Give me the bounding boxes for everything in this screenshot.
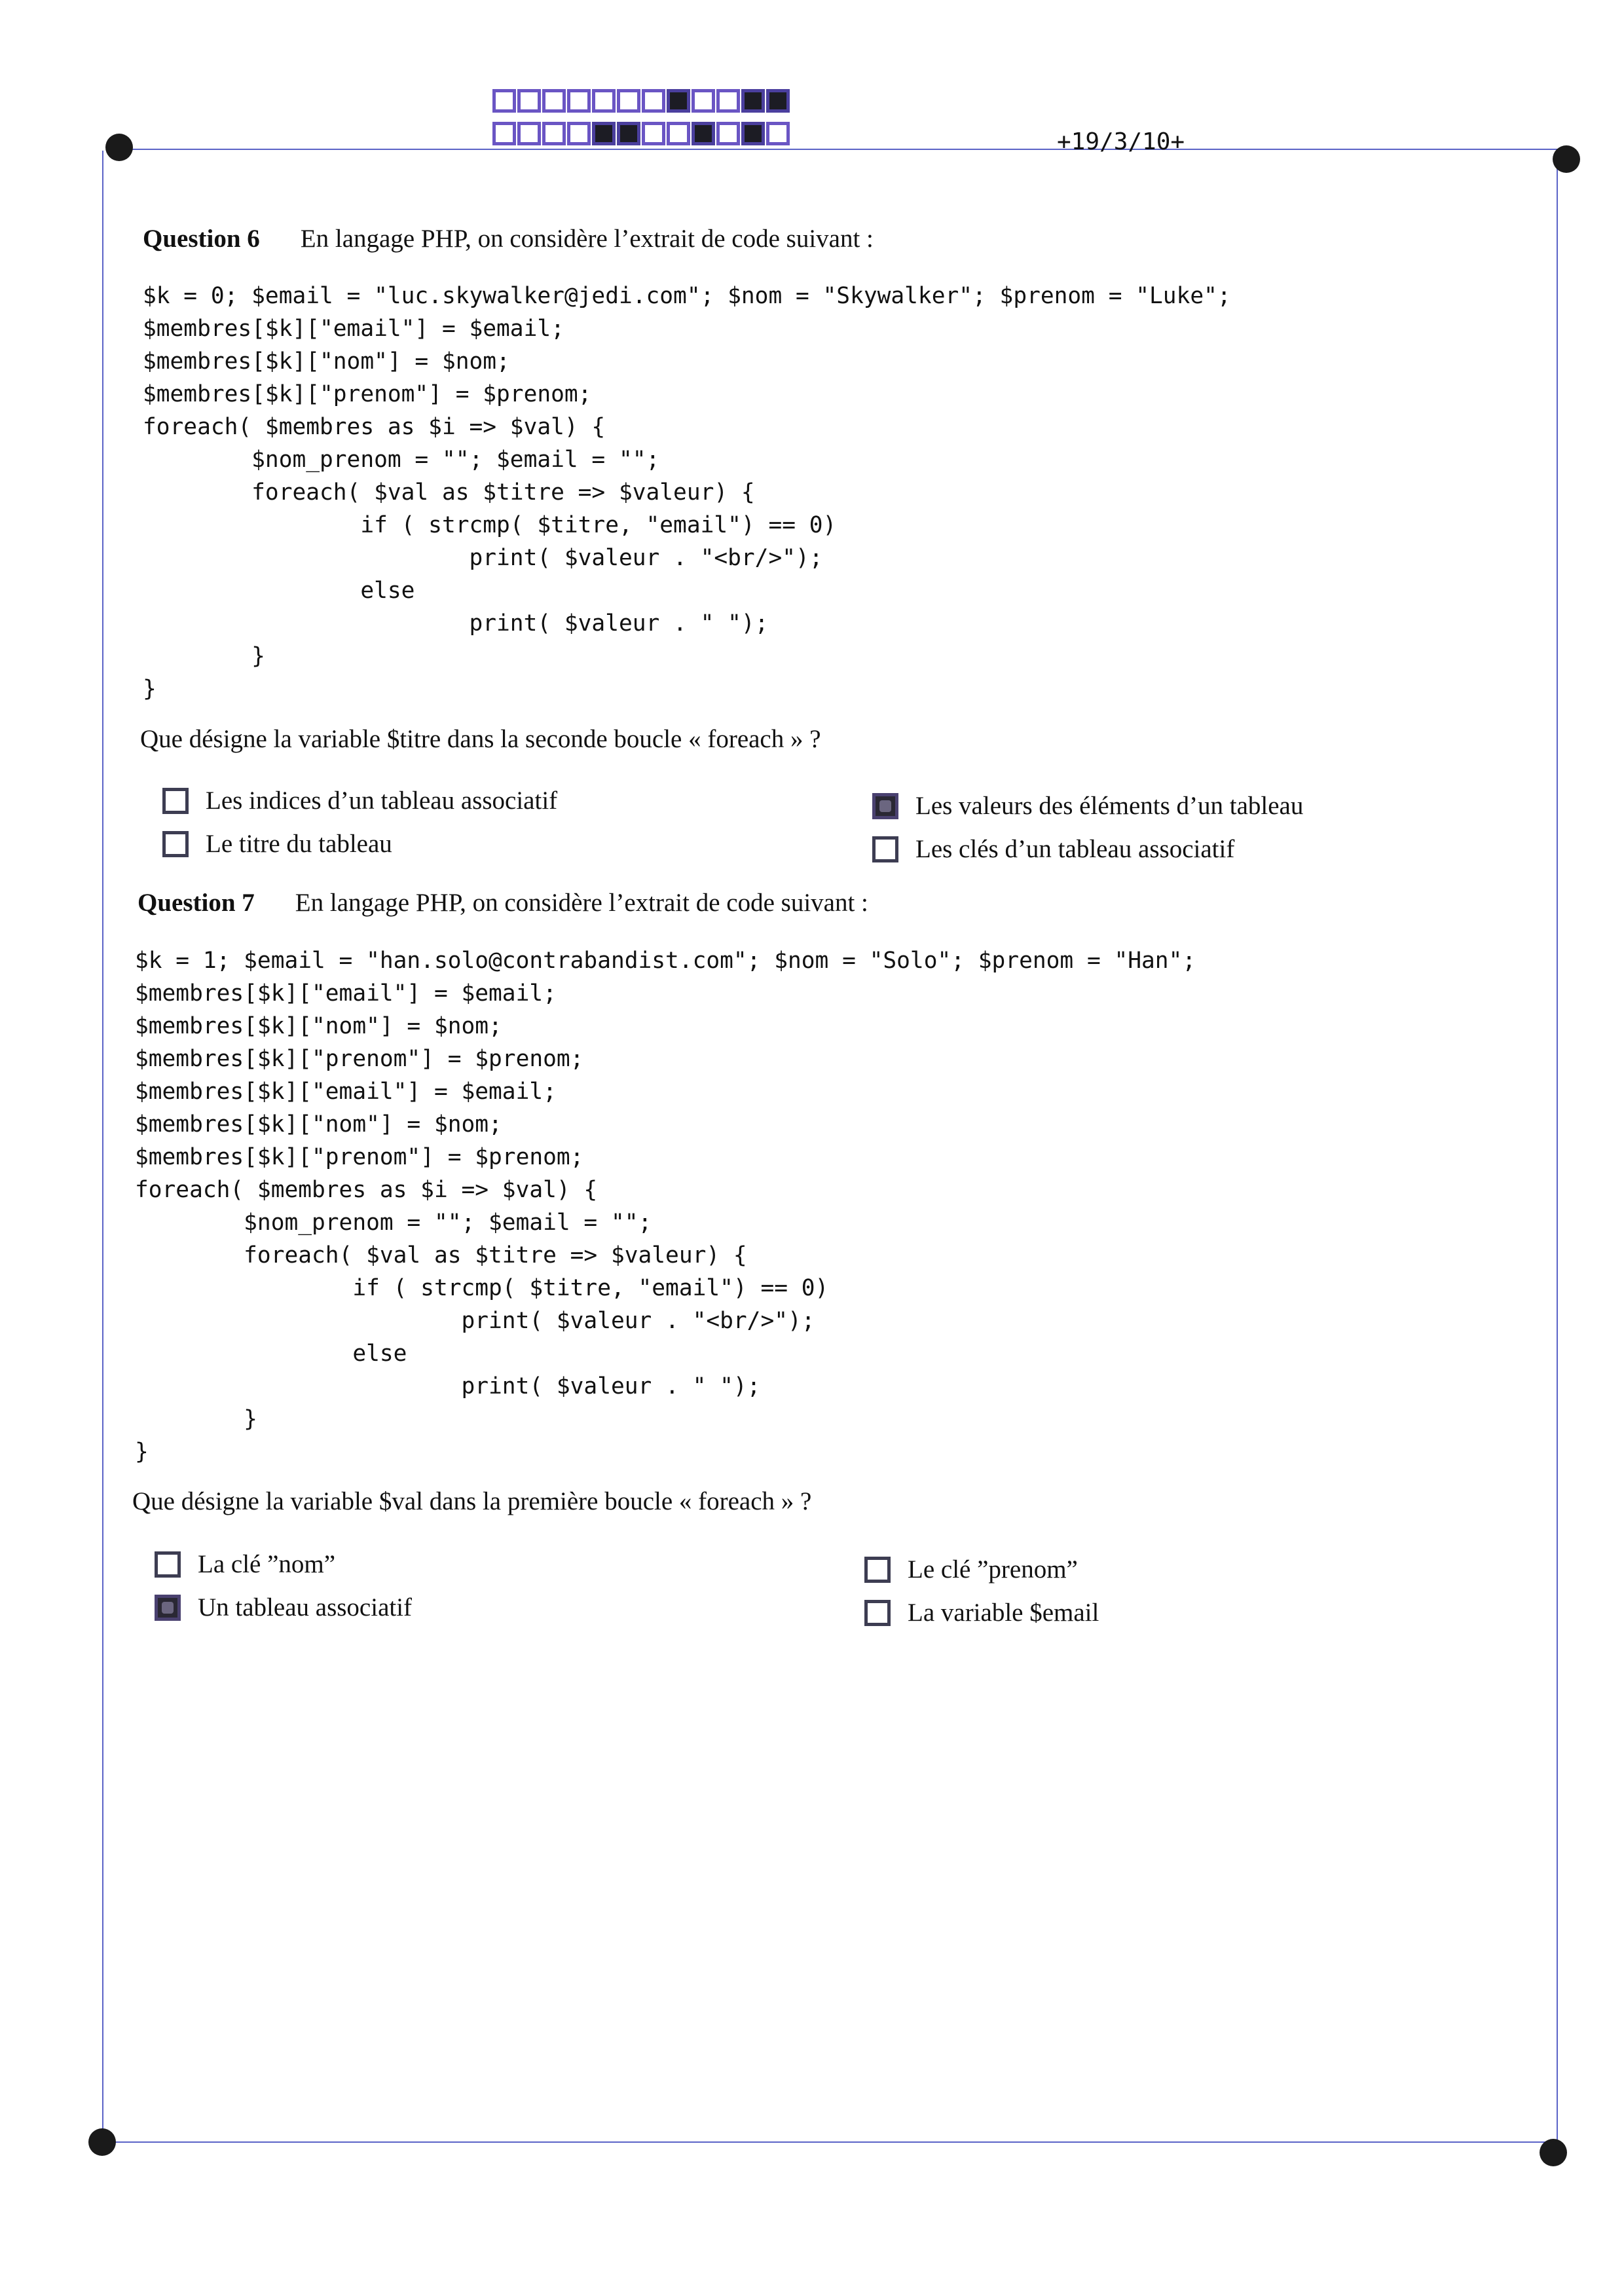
code-line: if ( strcmp( $titre, "email") == 0): [143, 512, 837, 538]
barcode-cell: [766, 89, 790, 113]
choice-label: La clé ”nom”: [198, 1550, 336, 1578]
choice-label: Les valeurs des éléments d’un tableau: [915, 792, 1304, 820]
question-7-label: Question 7: [138, 889, 255, 917]
question-6-choice-2[interactable]: [162, 829, 392, 859]
code-line: }: [135, 1439, 149, 1465]
code-line: else: [135, 1341, 407, 1367]
question-7-choice-1[interactable]: [155, 1549, 335, 1579]
barcode-cell: [592, 89, 616, 113]
barcode-cell: [642, 89, 665, 113]
checkbox[interactable]: [162, 788, 189, 814]
barcode-cell: [716, 89, 740, 113]
question-7-choice-4[interactable]: [864, 1598, 1099, 1627]
question-7-prompt: Que désigne la variable $val dans la première boucle « foreach » ?: [132, 1487, 812, 1515]
page-code: +19/3/10+: [1057, 128, 1185, 155]
code-line: $membres[$k]["nom"] = $nom;: [143, 348, 510, 375]
barcode-cell: [617, 89, 640, 113]
barcode-cell: [667, 122, 690, 145]
choice-label: Le titre du tableau: [206, 830, 392, 858]
code-line: }: [135, 1406, 257, 1432]
choice-label: Le clé ”prenom”: [908, 1555, 1078, 1583]
code-line: $membres[$k]["prenom"] = $prenom;: [135, 1144, 584, 1170]
question-6-label: Question 6: [143, 225, 260, 253]
barcode-cell: [517, 89, 541, 113]
barcode-cell: [617, 122, 640, 145]
corner-mark-bottom-left: [88, 2128, 116, 2156]
barcode-cell: [542, 89, 566, 113]
code-line: $nom_prenom = ""; $email = "";: [143, 447, 660, 473]
corner-mark-top-left: [105, 134, 133, 161]
barcode-cell: [667, 89, 690, 113]
question-7-header: [138, 888, 868, 917]
code-line: foreach( $membres as $i => $val) {: [143, 414, 606, 440]
barcode-cell: [542, 122, 566, 145]
code-line: $membres[$k]["email"] = $email;: [135, 1079, 557, 1105]
choice-label: La variable $email: [908, 1599, 1099, 1627]
code-line: else: [143, 578, 415, 604]
frame-right-line: [1557, 162, 1558, 2143]
corner-mark-bottom-right: [1540, 2139, 1567, 2166]
checkbox[interactable]: [155, 1595, 181, 1621]
question-6-choice-3[interactable]: [872, 791, 1303, 821]
checkbox[interactable]: [155, 1551, 181, 1578]
checkbox[interactable]: [162, 831, 189, 857]
code-line: $k = 0; $email = "luc.skywalker@jedi.com"; $nom = "Skywalker"; $prenom = "Luke";: [143, 283, 1231, 309]
code-line: print( $valeur . " ");: [135, 1373, 761, 1399]
barcode-row-2: [492, 122, 790, 145]
question-6-choice-1[interactable]: [162, 786, 557, 815]
checkbox[interactable]: [864, 1600, 891, 1626]
checkbox[interactable]: [864, 1557, 891, 1583]
code-line: }: [143, 676, 157, 702]
choice-label: Un tableau associatif: [198, 1593, 413, 1621]
frame-top-line: [121, 149, 1568, 150]
barcode-cell: [492, 122, 516, 145]
code-line: $membres[$k]["prenom"] = $prenom;: [143, 381, 592, 407]
code-line: $k = 1; $email = "han.solo@contrabandist.com"; $nom = "Solo"; $prenom = "Han";: [135, 948, 1196, 974]
code-line: $membres[$k]["nom"] = $nom;: [135, 1013, 502, 1039]
checkbox[interactable]: [872, 836, 898, 862]
question-6-prompt: Que désigne la variable $titre dans la seconde boucle « foreach » ?: [140, 725, 821, 753]
barcode-cell: [716, 122, 740, 145]
choice-label: Les indices d’un tableau associatif: [206, 787, 558, 815]
question-7-code: [135, 944, 1196, 1468]
code-line: $membres[$k]["email"] = $email;: [135, 980, 557, 1007]
code-line: }: [143, 643, 265, 669]
code-line: $membres[$k]["email"] = $email;: [143, 316, 564, 342]
barcode-cell: [741, 122, 765, 145]
barcode-cell: [592, 122, 616, 145]
barcode-cell: [492, 89, 516, 113]
barcode-cell: [692, 89, 715, 113]
barcode-cell: [517, 122, 541, 145]
code-line: foreach( $val as $titre => $valeur) {: [143, 479, 755, 506]
code-line: $nom_prenom = ""; $email = "";: [135, 1210, 652, 1236]
question-7-choice-2[interactable]: [155, 1593, 412, 1622]
question-6-header: [143, 224, 874, 253]
code-line: foreach( $membres as $i => $val) {: [135, 1177, 598, 1203]
code-line: if ( strcmp( $titre, "email") == 0): [135, 1275, 829, 1301]
barcode-cell: [692, 122, 715, 145]
choice-label: Les clés d’un tableau associatif: [915, 835, 1235, 863]
corner-mark-top-right: [1553, 145, 1580, 173]
question-7-choice-3[interactable]: [864, 1555, 1078, 1584]
code-line: foreach( $val as $titre => $valeur) {: [135, 1242, 747, 1268]
code-line: $membres[$k]["prenom"] = $prenom;: [135, 1046, 584, 1072]
code-line: print( $valeur . " ");: [143, 610, 769, 637]
barcode-cell: [642, 122, 665, 145]
barcode-row-1: [492, 89, 790, 113]
barcode-cell: [567, 89, 591, 113]
question-7-intro: En langage PHP, on considère l’extrait de code suivant :: [295, 889, 868, 917]
question-6-intro: En langage PHP, on considère l’extrait de code suivant :: [300, 225, 874, 253]
code-line: $membres[$k]["nom"] = $nom;: [135, 1111, 502, 1138]
question-6-choice-4[interactable]: [872, 834, 1234, 864]
checkbox[interactable]: [872, 793, 898, 819]
question-6-code: [143, 280, 1231, 705]
code-line: print( $valeur . "<br/>");: [143, 545, 823, 571]
barcode-cell: [741, 89, 765, 113]
code-line: print( $valeur . "<br/>");: [135, 1308, 815, 1334]
barcode-cell: [766, 122, 790, 145]
frame-left-line: [102, 151, 103, 2143]
barcode-cell: [567, 122, 591, 145]
frame-bottom-line: [102, 2141, 1557, 2143]
